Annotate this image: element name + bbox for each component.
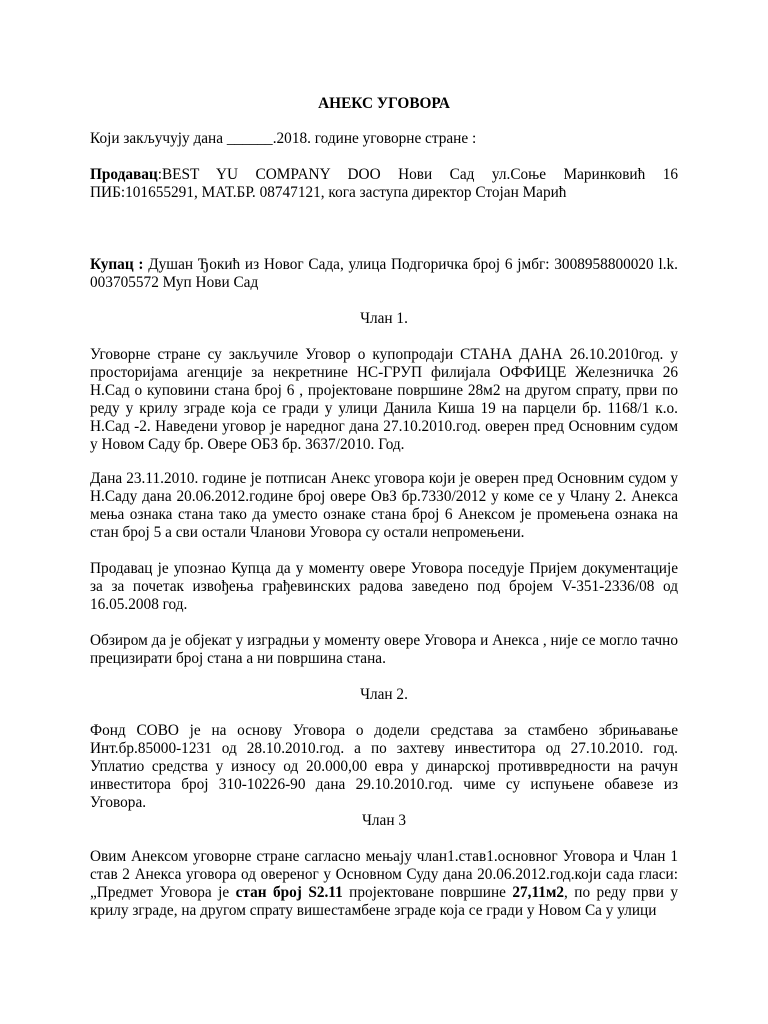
- article-1-paragraph-1: Уговорне стране су закључиле Уговор о купопродаји СТАНА ДАНА 26.10.2010год. у просторијама агенције за некретнине НС-ГРУП филијала ОФФИЦЕ Железничка 26 Н.Сад о куповини стана број 6 , пројектоване површине 28м2 на другом спрату, први по реду у крилу зграде која се гради у улици Данила Киша 19 на парцели бр. 1168/1 к.о. Н.Сад -2. Наведени уговор је наредног дана 27.10.2010.год. оверен пред Основним судом у Новом Саду бр. Овере ОБЗ бр. 3637/2010. Год.: [90, 346, 678, 453]
- article-3-text-end: , по реду први у крилу зграде, на другом спрату вишестамбене зграде која се гради у Новом Са у улици: [90, 884, 678, 919]
- article-1-paragraph-2: Дана 23.11.2010. године је потписан Анекс уговора који је оверен пред Основним судом у Н.Саду дана 20.06.2012.године број овере ОвЗ бр.7330/2012 у коме се у Члану 2. Анекса мења ознака стана тако да уместо ознаке стана број 6 Анексом је промењена ознака на стан број 5 а сви остали Чланови Уговора су остали непромењени.: [90, 470, 678, 541]
- article-1-paragraph-4: Обзиром да је објекат у изградњи у моменту овере Уговора и Анекса , није се могло тачно прецизирати број стана а ни површина стана.: [90, 632, 678, 667]
- article-3-text-mid: пројектоване површине: [342, 884, 513, 901]
- buyer-label: Купац :: [90, 256, 144, 273]
- apartment-number: стан број S2.11: [235, 884, 343, 901]
- seller-company: :BEST YU COMPANY DOO Нови Сад ул.Соње Маринковић 16: [157, 166, 678, 183]
- article-3-heading: Члан 3: [361, 812, 407, 829]
- seller-line-1: [90, 166, 678, 184]
- article-1-paragraph-3: Продавац је упознао Купца да у моменту овере Уговора поседује Пријем документације за за почетак извођења грађевинских радова заведено под бројем V-351-2336/08 од 16.05.2008 год.: [90, 560, 678, 613]
- buyer-section: [90, 256, 678, 292]
- buyer-details: Душан Ђокић из Новог Сада, улица Подгоричка број 6 јмбг: 3008958800020 l.k. 003705572 Муп Нови Сад: [90, 256, 678, 291]
- seller-section: [90, 166, 678, 202]
- seller-line-2: ПИБ:101655291, МАТ.БР. 08747121, кога заступа директор Стојан Марић: [90, 184, 567, 201]
- article-1-heading: Члан 1.: [360, 310, 408, 327]
- seller-label: Продавац: [90, 166, 158, 183]
- article-2-paragraph-1: Фонд СОВО је на основу Уговора о додели средстава за стамбено збрињавање Инт.бр.85000-1231 од 28.10.2010.год. а по захтеву инвеститора од 27.10.2010. год. Уплатио средства у износу од 20.000,00 евра у динарској противвредности на рачун инвеститора број 310-10226-90 дана 29.10.2010.год. чиме су испуњене обавезе из Уговора.: [90, 722, 678, 811]
- article-3-paragraph-1: [90, 848, 678, 920]
- article-2-heading: Члан 2.: [360, 686, 408, 703]
- document-title: АНЕКС УГОВОРА: [318, 95, 450, 112]
- intro-line: Који закључују дана ______.2018. године уговорне стране :: [90, 130, 477, 147]
- apartment-area: 27,11м2: [512, 884, 565, 901]
- article-3-text-start: Овим Анексом уговорне стране сагласно мењају члан1.став1.основног Уговора и Члан 1 став 2 Анекса уговора од овереног у Основном Суду дана 20.06.2012.год.који сада гласи: „Предмет Уговора је: [90, 848, 678, 901]
